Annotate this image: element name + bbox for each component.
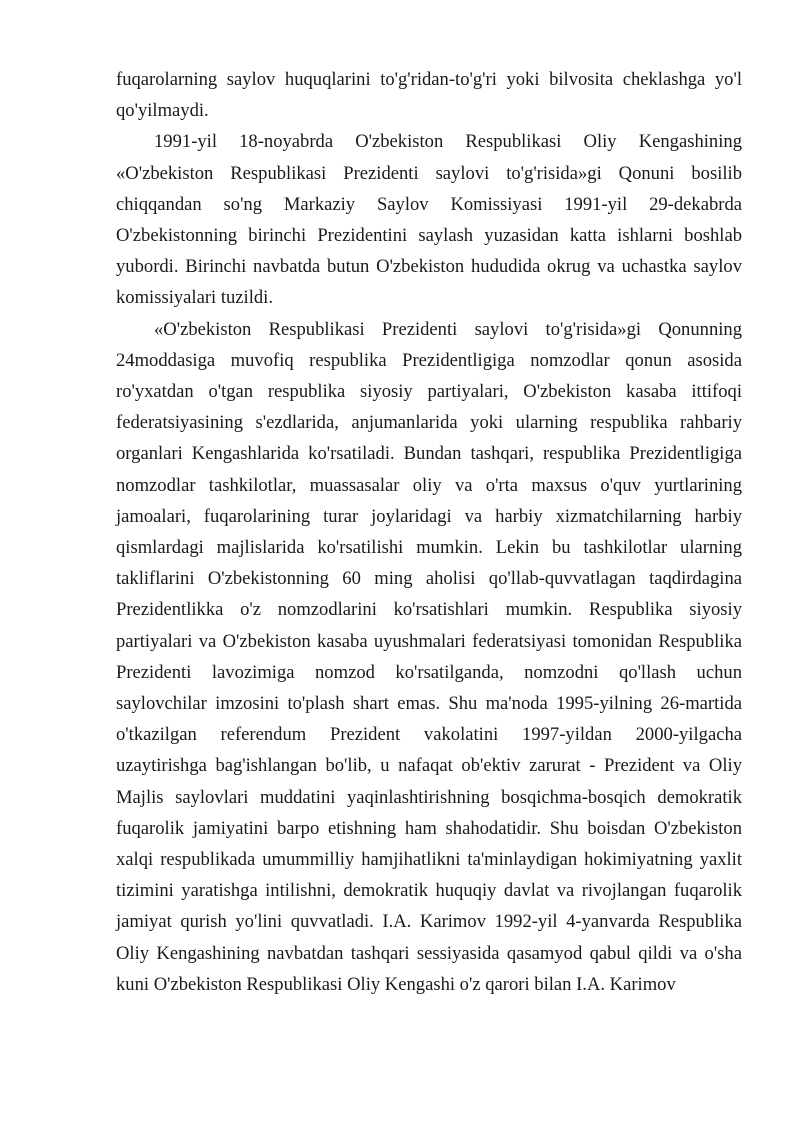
paragraph-nomination: «O'zbekiston Respublikasi Prezidenti saylovi to'g'risida»gi Qonunning 24moddasiga muvofiq respublika Prezidentligiga nomzodlar qonun asosida ro'yxatdan o'tgan respublika siyosiy partiyalari, O'zbekiston kasaba ittifoqi federatsiyasining s'ezdlarida, anjumanlarida yoki ularning respublika rahbariy organlari Kengashlarida ko'rsatiladi. Bundan tashqari, respublika Prezidentligiga nomzodlar tashkilotlar, muassasalar oliy va o'rta maxsus o'quv yurtlarining jamoalari, fuqarolarining turar joylaridagi va harbiy xizmatchilarning harbiy qismlardagi majlislarida ko'rsatilishi mumkin. Lekin bu tashkilotlar ularning takliflarini O'zbekistonning 60 ming aholisi qo'llab-quvvatlagan taqdirdagina Prezidentlikka o'z nomzodlarini ko'rsatishlari mumkin. Respublika siyosiy partiyalari va O'zbekiston kasaba uyushmalari federatsiyasi tomonidan Respublika Prezidenti lavozimiga nomzod ko'rsatilganda, nomzodni qo'llash uchun saylovchilar imzosini to'plash shart emas. Shu ma'noda 1995-yilning 26-martida o'tkazilgan referendum Prezident vakolatini 1997-yildan 2000-yilgacha uzaytirishga bag'ishlangan bo'lib, u nafaqat ob'ektiv zarurat - Prezident va Oliy Majlis saylovlari muddatini yaqinlashtirishning bosqichma-bosqich demokratik fuqarolik jamiyatini barpo etishning ham shahodatidir. Shu boisdan O'zbekiston xalqi respublikada umummilliy hamjihatlikni ta'minlaydigan hokimiyatning yaxlit tizimini yaratishga intilishni, demokratik huquqiy davlat va rivojlangan fuqarolik jamiyat qurish yo'lini quvvatladi. I.A. Karimov 1992-yil 4-yanvarda Respublika Oliy Kengashining navbatdan tashqari sessiyasida qasamyod qabul qildi va o'sha kuni O'zbekiston Respublikasi Oliy Kengashi o'z qarori bilan I.A. Karimov <box>116 318 742 995</box>
document-page <box>116 64 742 1000</box>
paragraph-election-law: 1991-yil 18-noyabrda O'zbekiston Respublikasi Oliy Kengashining «O'zbekiston Respublikasi Prezidenti saylovi to'g'risida»gi Qonuni bosilib chiqqandan so'ng Markaziy Saylov Komissiyasi 1991-yil 29-dekabrda O'zbekistonning birinchi Prezidentini saylash yuzasidan katta ishlarni boshlab yubordi. Birinchi navbatda butun O'zbekiston hududida okrug va uchastka saylov komissiyalari tuzildi. <box>116 131 742 309</box>
paragraph-continuation: fuqarolarning saylov huquqlarini to'g'ridan-to'g'ri yoki bilvosita cheklashga yo'l qo'yilmaydi. <box>116 69 742 122</box>
